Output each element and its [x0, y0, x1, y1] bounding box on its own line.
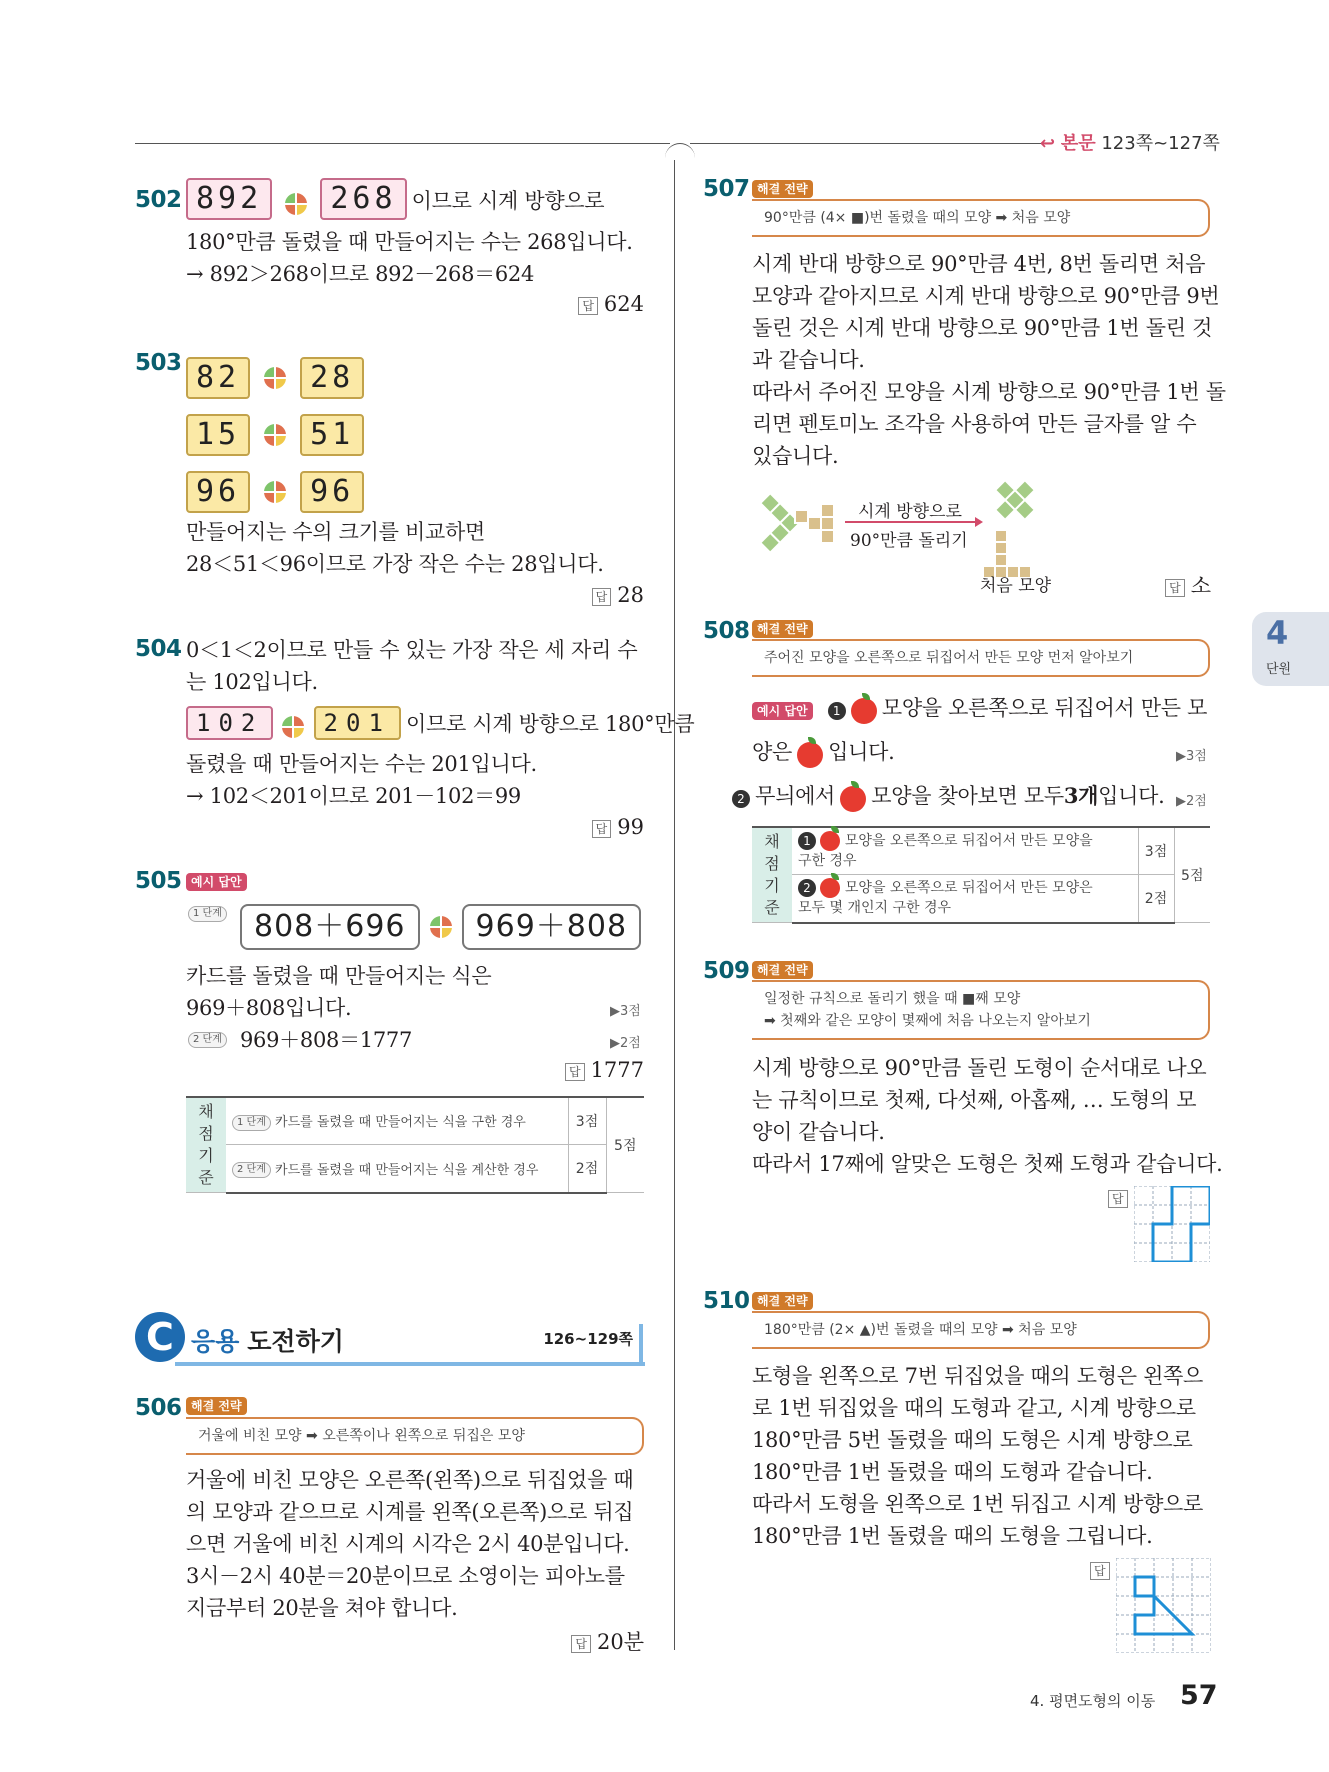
- header-rule-right: [690, 143, 1050, 144]
- p503-card-grid: [186, 352, 386, 518]
- answer-label: 답: [592, 588, 612, 606]
- scoring-criteria-table: [752, 826, 1210, 924]
- text-line: 180°만큼 1번 돌렸을 때의 도형을 그립니다.: [752, 1524, 1153, 1548]
- text-line: 과 같습니다.: [752, 348, 865, 372]
- header-ref-label: 본문: [1060, 133, 1096, 154]
- strategy-badge: 해결 전략: [186, 1397, 247, 1415]
- answer: [592, 815, 644, 839]
- strategy-line: ➡ 첫째와 같은 모양이 몇째에 처음 나오는지 알아보기: [764, 1013, 1091, 1029]
- criteria-points: 2점: [568, 1145, 606, 1193]
- criteria-text-a: 모양을 오른쪽으로 뒤집어서 만든 모양은: [844, 880, 1093, 897]
- text-line: 양이 같습니다.: [752, 1120, 885, 1144]
- answer-label: 답: [571, 1635, 591, 1653]
- text-line: 으면 거울에 비친 시계의 시각은 2시 40분입니다.: [186, 1532, 630, 1556]
- rotate-icon: [264, 481, 286, 503]
- example-answer-badge: 예시 답안: [186, 873, 247, 891]
- expression-card: 808＋696: [240, 904, 420, 950]
- text-line: 입니다.: [828, 740, 895, 764]
- section-end-bar: [639, 1324, 643, 1366]
- text-line: 양은: [752, 740, 792, 764]
- problem-number: 506: [135, 1395, 182, 1421]
- text-line: 따라서 주어진 모양을 시계 방향으로 90°만큼 1번 돌: [752, 380, 1226, 404]
- section-underline: [175, 1362, 645, 1366]
- p506-body: [186, 1464, 633, 1624]
- step-number-2: 2: [732, 790, 750, 808]
- number-card: 51: [300, 414, 364, 456]
- score-mark: ▶3점: [1176, 749, 1207, 764]
- step-badge: 1 단계: [232, 1115, 271, 1131]
- p504-card-line: [186, 706, 694, 740]
- return-arrow-icon: ↩: [1040, 133, 1056, 154]
- section-header: [135, 1312, 643, 1368]
- p509-body: [752, 1052, 1222, 1180]
- answer-value: 624: [603, 292, 644, 316]
- answer-grid-figure: [1116, 1558, 1211, 1653]
- criteria-text: [226, 1097, 568, 1145]
- strategy-box: 주어진 모양을 오른쪽으로 뒤집어서 만든 모양 먼저 알아보기: [752, 639, 1210, 677]
- criteria-text-label: 카드를 돌렸을 때 만들어지는 식을 계산한 경우: [275, 1162, 539, 1178]
- letter-shape: [795, 504, 834, 543]
- answer-value: 소: [1190, 574, 1211, 598]
- criteria-text-b: 모두 몇 개인지 구한 경우: [798, 900, 952, 917]
- criteria-total: 5점: [1174, 827, 1210, 923]
- answer: [592, 583, 644, 607]
- text-line: 리면 펜토미노 조각을 사용하여 만든 글자를 알 수: [752, 412, 1197, 436]
- text-line: 도형을 왼쪽으로 7번 뒤집었을 때의 도형은 왼쪽으: [752, 1364, 1204, 1388]
- text-line: 의 모양과 같으므로 시계를 왼쪽(오른쪽)으로 뒤집: [186, 1500, 634, 1524]
- score-mark: ▶2점: [1176, 794, 1207, 809]
- scoring-criteria-table: [186, 1096, 644, 1194]
- number-card: 28: [300, 357, 364, 399]
- text-line: 180°만큼 돌렸을 때 만들어지는 수는 268입니다.: [186, 230, 633, 254]
- answer-value: 99: [617, 815, 644, 839]
- text-line: 입니다.: [1098, 784, 1165, 808]
- text-line: 돌린 것은 시계 반대 방향으로 90°만큼 1번 돌린 것: [752, 316, 1213, 340]
- section-title-text: 도전하기: [247, 1327, 344, 1356]
- text-line: 모양을 오른쪽으로 뒤집어서 만든 모: [881, 696, 1208, 720]
- answer-value: 20분: [596, 1630, 644, 1654]
- text-line: 969＋808＝1777: [240, 1028, 413, 1052]
- criteria-text-a: 모양을 오른쪽으로 뒤집어서 만든 모양을: [844, 833, 1093, 850]
- text-line: 시계 반대 방향으로 90°만큼 4번, 8번 돌리면 처음: [752, 252, 1206, 276]
- text-line: 모양을 찾아보면 모두: [871, 784, 1064, 808]
- text-line: 따라서 도형을 왼쪽으로 1번 뒤집고 시계 방향으로: [752, 1492, 1204, 1516]
- strategy-badge: 해결 전략: [752, 620, 813, 638]
- apple-icon: [820, 831, 840, 851]
- answer-label: 답: [592, 820, 612, 838]
- text-line: 시계 방향으로 90°만큼 돌린 도형이 순서대로 나오: [752, 1056, 1207, 1080]
- answer-grid-figure: [1134, 1186, 1210, 1262]
- step-badge: 1 단계: [188, 906, 227, 922]
- column-divider: [674, 160, 675, 1650]
- criteria-head: 채점 기준: [752, 827, 792, 923]
- header-rule: [135, 143, 670, 144]
- text-line: 28＜51＜96이므로 가장 작은 수는 28입니다.: [186, 552, 604, 576]
- p508-line1: [752, 692, 1207, 724]
- p508-line3: [732, 780, 1165, 812]
- answer-label: 답: [565, 1063, 585, 1081]
- step-badge: 2 단계: [232, 1162, 271, 1178]
- problem-number: 502: [135, 187, 182, 213]
- rotated-shape: [750, 493, 800, 552]
- section-logo: C: [135, 1312, 185, 1362]
- p502-card-line: [186, 178, 604, 220]
- answer-value: 1777: [590, 1058, 644, 1082]
- strategy-badge: 해결 전략: [752, 1292, 813, 1310]
- answer-value: 28: [617, 583, 644, 607]
- step-number-1: 1: [828, 702, 846, 720]
- criteria-points: 3점: [1138, 827, 1174, 875]
- section-title-strong: 응용: [191, 1327, 240, 1356]
- rotate-icon: [264, 424, 286, 446]
- answer-label: 답: [1108, 1190, 1128, 1208]
- apple-icon: [797, 742, 823, 768]
- text-line: → 102＜201이므로 201－102＝99: [186, 784, 521, 808]
- text-line: 180°만큼 1번 돌렸을 때의 도형과 같습니다.: [752, 1460, 1153, 1484]
- number-card: 96: [300, 471, 364, 513]
- section-title: [191, 1322, 344, 1358]
- text-line: 모양과 같아지므로 시계 반대 방향으로 90°만큼 9번: [752, 284, 1220, 308]
- number-card: 82: [186, 357, 250, 399]
- header-ref-pages: 123쪽~127쪽: [1101, 133, 1220, 154]
- chapter-label: 단원: [1266, 662, 1292, 677]
- text-line: → 892＞268이므로 892－268＝624: [186, 262, 535, 286]
- footer-chapter: 4. 평면도형의 이동: [1030, 1692, 1156, 1710]
- text-line: 는 규칙이므로 첫째, 다섯째, 아홉째, … 도형의 모: [752, 1088, 1197, 1112]
- text-line: 카드를 돌렸을 때 만들어지는 식은: [186, 964, 492, 988]
- text-line: 는 102입니다.: [186, 670, 318, 694]
- text-line: 돌렸을 때 만들어지는 수는 201입니다.: [186, 752, 537, 776]
- p507-body: [752, 248, 1226, 472]
- criteria-text: [792, 875, 1138, 923]
- answer-label: 답: [1165, 579, 1185, 597]
- arrow-label-top: 시계 방향으로: [858, 502, 962, 522]
- number-card: 201: [314, 706, 401, 740]
- header-ref: [1040, 129, 1220, 155]
- criteria-total: 5점: [606, 1097, 644, 1193]
- problem-number: 508: [703, 618, 750, 644]
- strategy-box: [752, 980, 1210, 1040]
- figure-caption: 처음 모양: [980, 576, 1052, 596]
- section-pages: 126~129쪽: [543, 1330, 633, 1348]
- number-card: 892: [186, 178, 272, 220]
- header-curve: [665, 143, 695, 173]
- criteria-points: 3점: [568, 1097, 606, 1145]
- number-card: 268: [320, 178, 406, 220]
- rotate-icon: [264, 367, 286, 389]
- rotate-icon: [282, 716, 304, 738]
- text-line: 거울에 비친 모양은 오른쪽(왼쪽)으로 뒤집었을 때: [186, 1468, 634, 1492]
- text-line: 3시－2시 40분＝20분이므로 소영이는 피아노를: [186, 1564, 625, 1588]
- step-badge: 2 단계: [188, 1032, 227, 1048]
- score-mark: ▶3점: [610, 1004, 641, 1019]
- answer: [565, 1058, 644, 1082]
- expression-card: 969＋808: [462, 904, 642, 950]
- chapter-side-tab: [1252, 612, 1329, 686]
- text-line: 만들어지는 수의 크기를 비교하면: [186, 520, 485, 544]
- text-line: 지금부터 20분을 쳐야 합니다.: [186, 1596, 458, 1620]
- apple-icon: [840, 786, 866, 812]
- apple-icon: [851, 698, 877, 724]
- text-line: 이므로 시계 방향으로 180°만큼: [406, 712, 695, 736]
- text-line: 무늬에서: [755, 784, 836, 808]
- example-answer-badge: 예시 답안: [752, 702, 813, 720]
- text-line: 로 1번 뒤집었을 때의 도형과 같고, 시계 방향으로: [752, 1396, 1196, 1420]
- apple-icon: [820, 878, 840, 898]
- answer-label: 답: [578, 297, 598, 315]
- chapter-number: 4: [1266, 614, 1289, 652]
- strategy-box: 90°만큼 (4× ■)번 돌렸을 때의 모양 ➡ 처음 모양: [752, 199, 1210, 237]
- problem-number: 503: [135, 350, 182, 376]
- strategy-box: 거울에 비친 모양 ➡ 오른쪽이나 왼쪽으로 뒤집은 모양: [186, 1417, 644, 1455]
- step-number-2: 2: [798, 879, 816, 897]
- text-line: 있습니다.: [752, 444, 839, 468]
- text-line: 180°만큼 5번 돌렸을 때의 도형은 시계 방향으로: [752, 1428, 1193, 1452]
- problem-number: 504: [135, 636, 182, 662]
- answer: [578, 292, 644, 316]
- step-number-1: 1: [798, 832, 816, 850]
- problem-number: 509: [703, 958, 750, 984]
- strategy-badge: 해결 전략: [752, 180, 813, 198]
- criteria-points: 2점: [1138, 875, 1174, 923]
- criteria-text-label: 카드를 돌렸을 때 만들어지는 식을 구한 경우: [275, 1115, 526, 1131]
- number-card: 96: [186, 471, 250, 513]
- number-card: 15: [186, 414, 250, 456]
- strategy-box: 180°만큼 (2× ▲)번 돌렸을 때의 모양 ➡ 처음 모양: [752, 1311, 1210, 1349]
- score-mark: ▶2점: [610, 1036, 641, 1051]
- rotate-icon: [430, 916, 452, 938]
- p510-body: [752, 1360, 1203, 1552]
- rotate-arrowhead: [975, 517, 983, 527]
- answer-label: 답: [1090, 1562, 1110, 1580]
- answer: [571, 1626, 644, 1656]
- p508-line2: [752, 736, 895, 768]
- strategy-line: 일정한 규칙으로 돌리기 했을 때 ■째 모양: [764, 991, 1021, 1007]
- answer-shape: [1135, 1577, 1192, 1634]
- strategy-badge: 해결 전략: [752, 961, 813, 979]
- page-number: 57: [1180, 1680, 1218, 1711]
- p505-card-line: [240, 904, 641, 950]
- criteria-head: 채점 기준: [186, 1097, 226, 1193]
- answer: [1165, 570, 1211, 600]
- arrow-label-bottom: 90°만큼 돌리기: [850, 531, 968, 551]
- criteria-text-b: 구한 경우: [798, 853, 857, 870]
- criteria-text: [792, 827, 1138, 875]
- text-line: 0＜1＜2이므로 만들 수 있는 가장 작은 세 자리 수: [186, 638, 638, 662]
- criteria-text: [226, 1145, 568, 1193]
- problem-number: 505: [135, 868, 182, 894]
- text-line-strong: 3개: [1063, 783, 1099, 808]
- text-line: 969＋808입니다.: [186, 996, 352, 1020]
- rotate-icon: [285, 193, 307, 215]
- original-shape: [985, 480, 1044, 530]
- text-line: 따라서 17째에 알맞은 도형은 첫째 도형과 같습니다.: [752, 1152, 1223, 1176]
- problem-number: 510: [703, 1288, 750, 1314]
- text-line: 이므로 시계 방향으로: [411, 189, 605, 213]
- number-card: 102: [186, 706, 273, 740]
- problem-number: 507: [703, 176, 750, 202]
